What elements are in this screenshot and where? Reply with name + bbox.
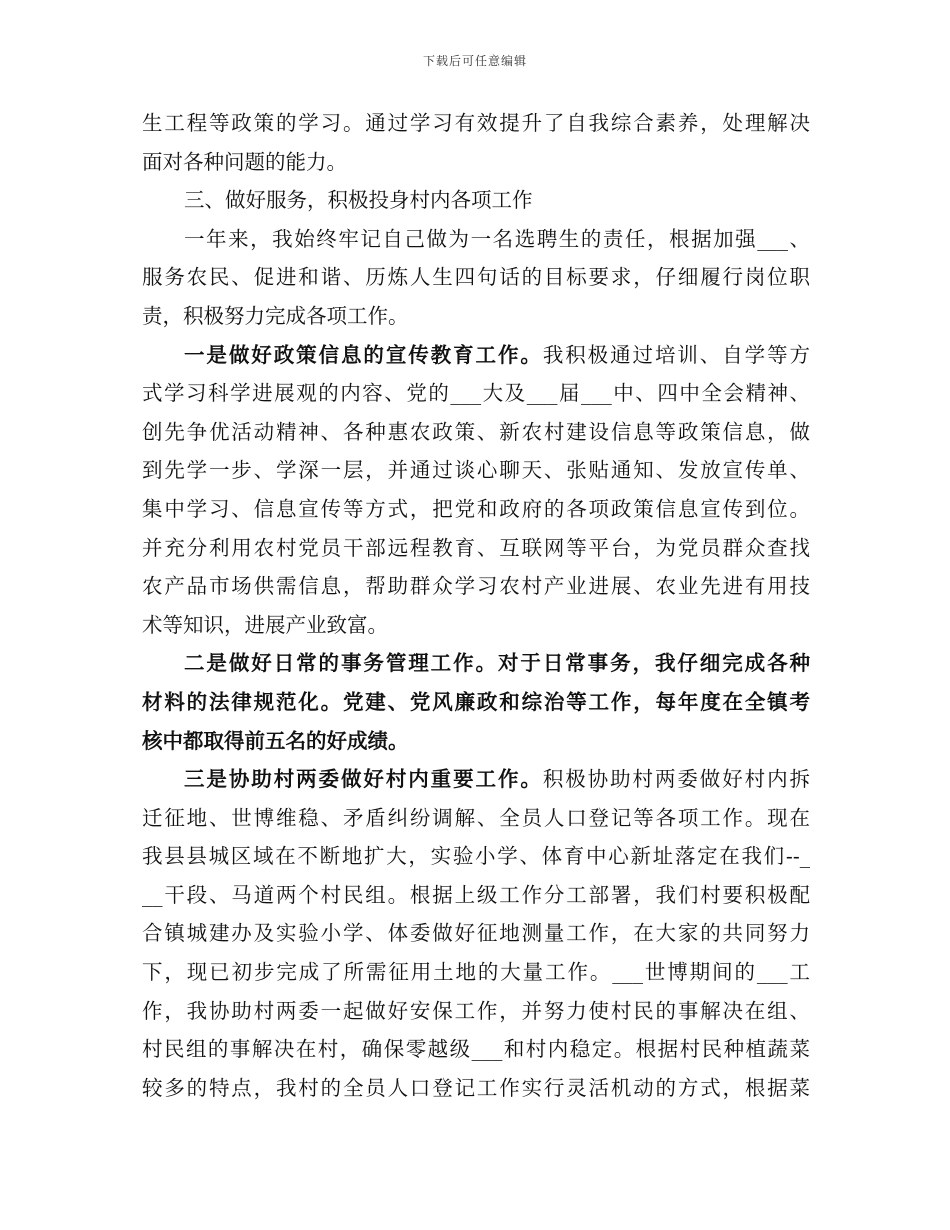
text-segment: 下，现已初步完成了所需征用土地的大量工作。___世博期间的___工: [142, 960, 810, 985]
text-segment: 我县县城区域在不断地扩大，实验小学、体育中心新址落定在我们--_: [142, 844, 810, 869]
text-segment: 生工程等政策的学习。通过学习有效提升了自我综合素养，处理解决: [142, 111, 810, 135]
text-line: [142, 606, 810, 645]
text-segment: 材料的法律规范化。党建、党风廉政和综治等工作，每年度在全镇考: [142, 689, 810, 714]
bold-lead-in: 一是做好政策信息的宣传教育工作。: [184, 342, 543, 367]
text-line: [142, 297, 810, 336]
text-segment: 我积极通过培训、自学等方: [542, 342, 810, 367]
text-segment: 并充分利用农村党员干部远程教育、互联网等平台，为党员群众查找: [142, 535, 810, 560]
text-line: [142, 953, 810, 992]
text-line: [142, 760, 810, 799]
text-segment: 作，我协助村两委一起做好安保工作，并努力使村民的事解决在组、: [142, 998, 810, 1023]
text-line: [142, 914, 810, 953]
text-line: [142, 529, 810, 568]
text-segment: 较多的特点，我村的全员人口登记工作实行灵活机动的方式，根据菜: [142, 1075, 810, 1100]
text-line: [142, 104, 810, 143]
text-line: [142, 258, 810, 297]
text-segment: 三、做好服务，积极投身村内各项工作: [184, 188, 533, 213]
text-segment: 集中学习、信息宣传等方式，把党和政府的各项政策信息宣传到位。: [142, 496, 810, 521]
text-line: [142, 374, 810, 413]
text-line: [142, 683, 810, 722]
text-segment: __干段、马道两个村民组。根据上级工作分工部署，我们村要积极配: [142, 882, 810, 907]
text-line: [142, 799, 810, 838]
text-line: [142, 876, 810, 915]
text-segment: 积极协助村两委做好村内拆: [542, 767, 810, 792]
section-heading: [142, 181, 810, 220]
text-segment: 面对各种问题的能力。: [142, 149, 347, 174]
text-line: [142, 567, 810, 606]
text-segment: 核中都取得前五名的好成绩。: [142, 728, 409, 753]
text-line: [142, 722, 810, 761]
document-body: [142, 104, 810, 1107]
text-line: [142, 336, 810, 375]
text-segment: 一年来，我始终牢记自己做为一名选聘生的责任，根据加强___、: [184, 226, 810, 251]
text-segment: 农产品市场供需信息，帮助群众学习农村产业进展、农业先进有用技: [142, 574, 810, 599]
bold-lead-in: 三是协助村两委做好村内重要工作。: [184, 767, 543, 792]
text-line: [142, 1030, 810, 1069]
text-segment: 责，积极努力完成各项工作。: [142, 303, 409, 328]
text-segment: 术等知识，进展产业致富。: [142, 612, 388, 637]
text-line: [142, 1069, 810, 1108]
text-segment: 到先学一步、学深一层，并通过谈心聊天、张贴通知、发放宣传单、: [142, 458, 810, 483]
text-line: [142, 220, 810, 259]
text-line: [142, 143, 810, 182]
text-segment: 创先争优活动精神、各种惠农政策、新农村建设信息等政策信息，做: [142, 419, 810, 444]
text-segment: 服务农民、促进和谐、历炼人生四句话的目标要求，仔细履行岗位职: [142, 265, 810, 290]
text-segment: 迁征地、世博维稳、矛盾纠纷调解、全员人口登记等各项工作。现在: [142, 805, 810, 830]
text-line: [142, 992, 810, 1031]
text-segment: 式学习科学进展观的内容、党的___大及___届___中、四中全会精神、: [142, 381, 810, 406]
text-line: [142, 837, 810, 876]
bold-lead-in: 二是做好日常的事务管理工作。对于日常事务，我仔细完成各种: [184, 651, 810, 676]
text-segment: 合镇城建办及实验小学、体委做好征地测量工作，在大家的共同努力: [142, 921, 810, 946]
text-line: [142, 451, 810, 490]
text-line: [142, 644, 810, 683]
text-segment: 村民组的事解决在村，确保零越级___和村内稳定。根据村民种植蔬菜: [142, 1037, 810, 1062]
text-line: [142, 490, 810, 529]
page-header: 下载后可任意编辑: [422, 54, 527, 68]
text-line: [142, 413, 810, 452]
